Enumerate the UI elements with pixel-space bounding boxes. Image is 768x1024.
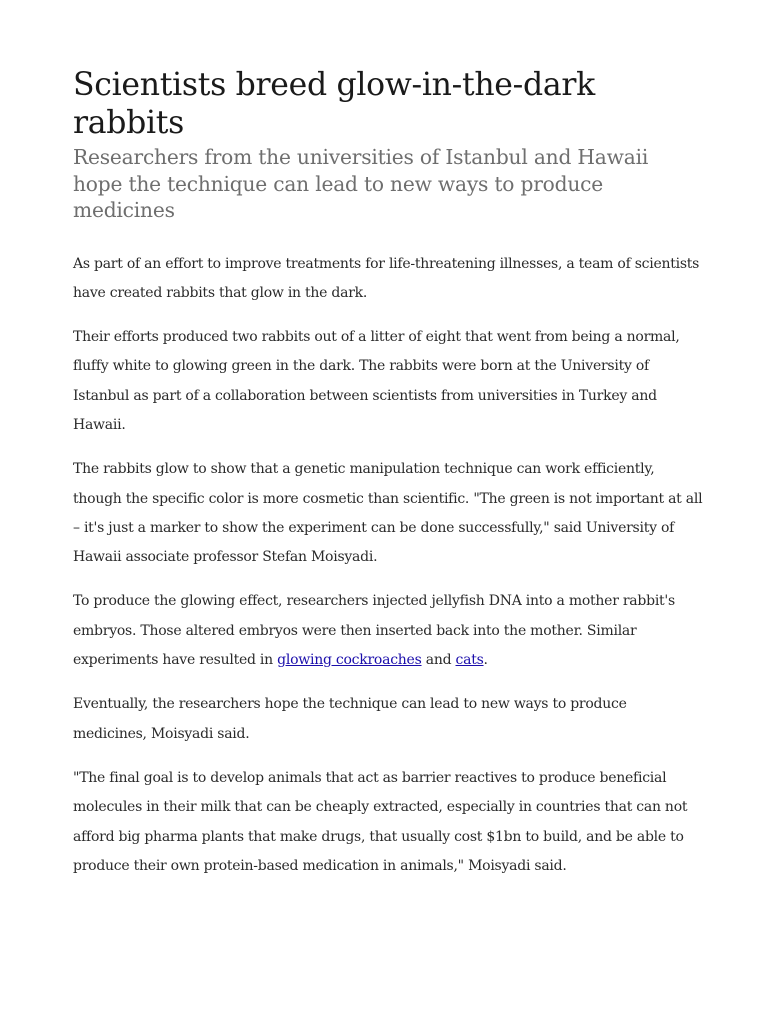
paragraph-4-text-between: and — [421, 652, 456, 669]
article-headline: Scientists breed glow-in-the-dark rabbits — [73, 67, 595, 141]
article-body — [73, 250, 703, 882]
paragraph-2: Their efforts produced two rabbits out of a litter of eight that went from being a normal, fluffy white to glowing green in the dark. The rabbits were born at the University of Istanbul as part of a collaboration between scientists from universities in Turkey and Hawaii. — [73, 329, 680, 433]
paragraph-4-text-after: . — [483, 652, 488, 669]
paragraph-6: "The final goal is to develop animals that act as barrier reactives to produce beneficial molecules in their milk that can be cheaply extracted, especially in countries that can not afford big pharma plants that make drugs, that usually cost $1bn to build, and be able to produce their own protein-based medication in animals," Moisyadi said. — [73, 769, 688, 874]
paragraph-4-text-before: To produce the glowing effect, researchers injected jellyfish DNA into a mother rabbit's embryos. Those altered embryos were then inserted back into the mother. Similar experiments have resulted in — [73, 593, 675, 669]
paragraph-3: The rabbits glow to show that a genetic manipulation technique can work efficiently, though the specific color is more cosmetic than scientific. "The green is not important at all – it's just a marker to show the experiment can be done successfully," said University of Hawaii associate professor Stefan Moisyadi. — [73, 461, 703, 566]
paragraph-1: As part of an effort to improve treatments for life-threatening illnesses, a team of scientists have created rabbits that glow in the dark. — [73, 255, 700, 301]
glowing-cockroaches-link[interactable]: glowing cockroaches — [277, 652, 422, 669]
article — [73, 66, 703, 896]
cats-link[interactable]: cats — [455, 652, 484, 669]
paragraph-4 — [73, 587, 703, 675]
paragraph-5: Eventually, the researchers hope the technique can lead to new ways to produce medicines, Moisyadi said. — [73, 696, 627, 742]
article-standfirst: Researchers from the universities of Istanbul and Hawaii hope the technique can lead to new ways to produce medicines — [73, 145, 649, 222]
